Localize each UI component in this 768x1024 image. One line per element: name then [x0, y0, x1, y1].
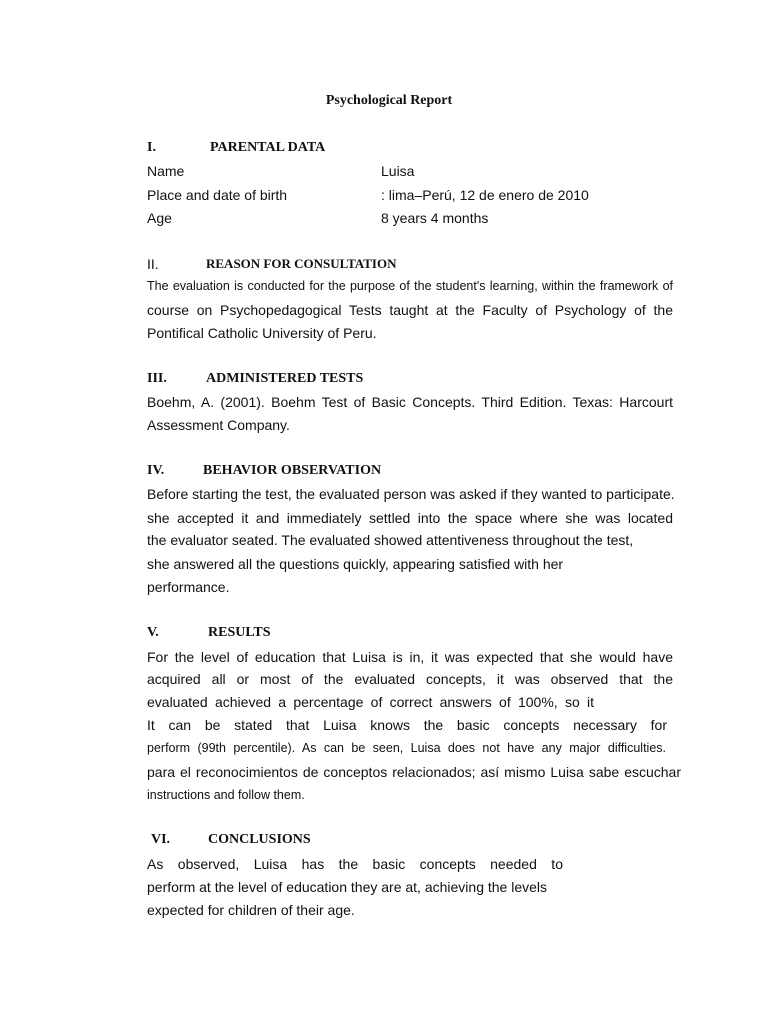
field-row-name	[147, 163, 415, 179]
section-heading-conclusions	[151, 832, 311, 848]
paragraph-line: she answered all the questions quickly, appearing satisfied with her	[147, 556, 564, 572]
report-title: Psychological Report	[325, 93, 453, 108]
section-number: V.	[147, 625, 159, 640]
paragraph-line: As observed, Luisa has the basic concepts needed to	[147, 856, 563, 872]
paragraph-line: performance.	[147, 579, 230, 595]
paragraph-line: The evaluation is conducted for the purpose of the student's learning, within the framework of	[147, 279, 673, 293]
section-label: ADMINISTERED TESTS	[206, 371, 364, 386]
field-label: Name	[147, 163, 185, 179]
paragraph-line: evaluated achieved a percentage of correct answers of 100%, so it	[147, 694, 594, 710]
section-label: CONCLUSIONS	[208, 832, 311, 847]
field-value: : lima–Perú, 12 de enero de 2010	[381, 187, 589, 203]
section-heading-parental-data	[147, 140, 326, 156]
section-label: REASON FOR CONSULTATION	[206, 256, 397, 271]
section-heading-behavior	[147, 463, 382, 479]
paragraph-line: Boehm, A. (2001). Boehm Test of Basic Concepts. Third Edition. Texas: Harcourt	[147, 394, 673, 410]
paragraph-line: expected for children of their age.	[147, 902, 355, 918]
field-value: Luisa	[381, 163, 415, 179]
field-label: Place and date of birth	[147, 187, 288, 203]
section-heading-tests	[147, 371, 364, 387]
section-heading-reason	[147, 256, 397, 274]
section-label: RESULTS	[208, 625, 271, 640]
section-label: PARENTAL DATA	[210, 140, 326, 155]
paragraph-line: perform at the level of education they are at, achieving the levels	[147, 879, 548, 895]
paragraph-line: para el reconocimientos de conceptos relacionados; así mismo Luisa sabe escuchar	[147, 764, 681, 780]
section-number: II.	[147, 256, 159, 272]
paragraph-line: acquired all or most of the evaluated concepts, it was observed that the	[147, 671, 673, 687]
paragraph-line: Pontifical Catholic University of Peru.	[147, 325, 377, 341]
paragraph-line: It can be stated that Luisa knows the basic concepts necessary for	[147, 717, 667, 733]
field-row-age	[147, 210, 489, 226]
paragraph-line: instructions and follow them.	[147, 788, 305, 802]
paragraph-line: Before starting the test, the evaluated person was asked if they wanted to participate.	[147, 486, 675, 502]
field-row-birth	[147, 187, 589, 203]
paragraph-line: Assessment Company.	[147, 417, 290, 433]
field-label: Age	[147, 210, 172, 226]
section-number: IV.	[147, 463, 165, 478]
paragraph-line: she accepted it and immediately settled into the space where she was located	[147, 510, 673, 526]
section-heading-results	[147, 625, 271, 641]
paragraph-line: course on Psychopedagogical Tests taught at the Faculty of Psychology of the	[147, 302, 673, 318]
field-value: 8 years 4 months	[381, 210, 489, 226]
paragraph-line: For the level of education that Luisa is in, it was expected that she would have	[147, 649, 673, 665]
section-label: BEHAVIOR OBSERVATION	[203, 463, 382, 478]
paragraph-line: the evaluator seated. The evaluated showed attentiveness throughout the test,	[147, 532, 634, 548]
section-number: VI.	[151, 832, 171, 847]
section-number: III.	[147, 371, 167, 386]
paragraph-line: perform (99th percentile). As can be seen, Luisa does not have any major difficulties.	[147, 741, 666, 755]
section-number: I.	[147, 140, 156, 155]
